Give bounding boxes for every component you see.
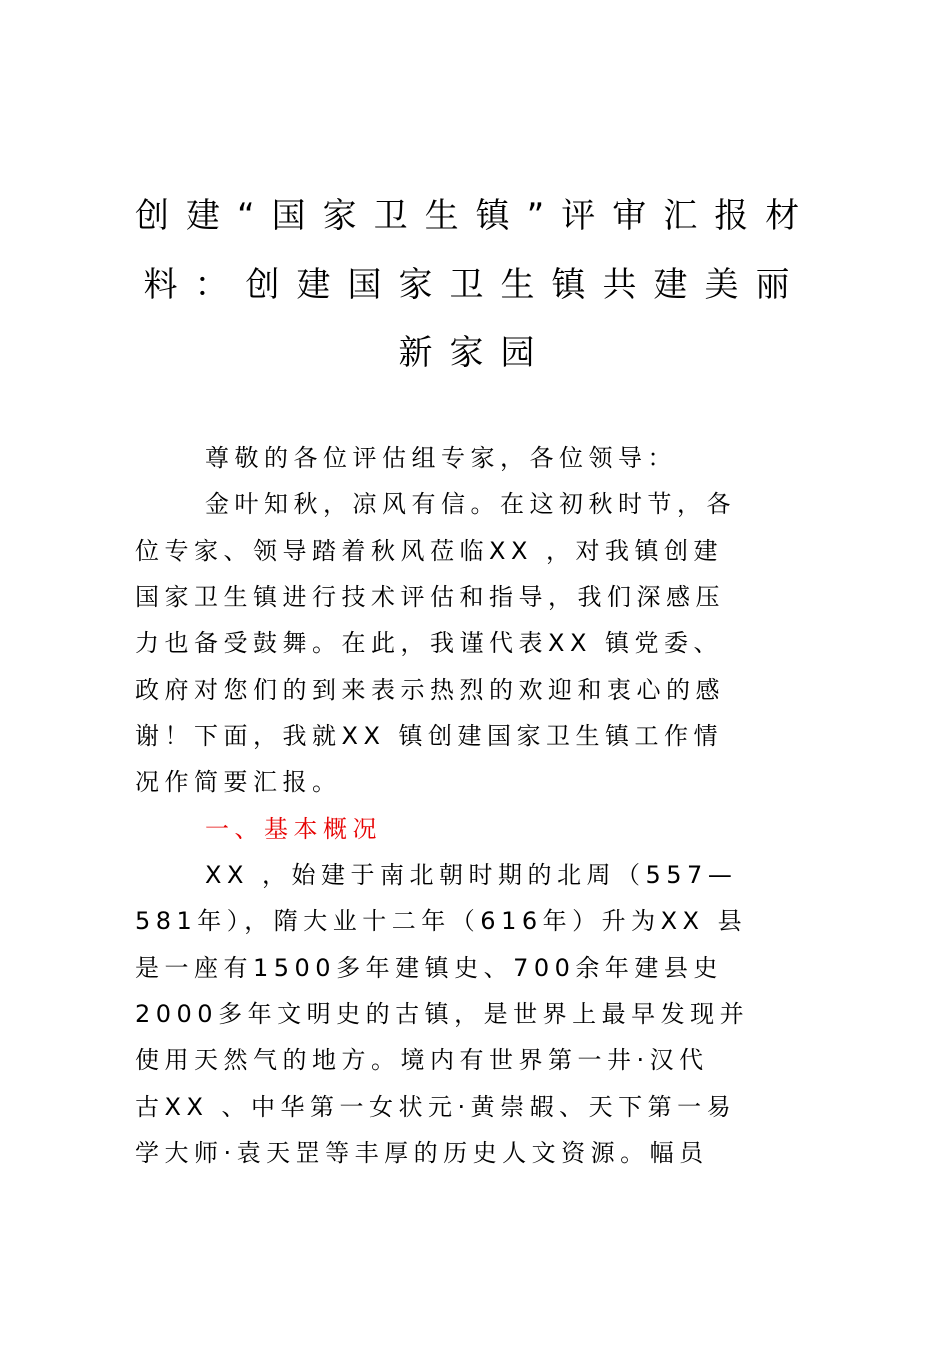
paragraph-2-line: 是一座有1500多年建镇史、700余年建县史	[135, 954, 723, 982]
paragraph-1-line: 谢！下面，我就XX 镇创建国家卫生镇工作情	[135, 722, 724, 750]
paragraph-2-line: 2000多年文明史的古镇，是世界上最早发现并	[135, 1000, 750, 1028]
paragraph-1-line: 金叶知秋，凉风有信。在这初秋时节，各	[205, 490, 736, 518]
paragraph-2-line: XX ，始建于南北朝时期的北周（557—	[205, 861, 738, 889]
paragraph-1-line: 国家卫生镇进行技术评估和指导，我们深感压	[135, 583, 725, 611]
paragraph-2-line: 581年），隋大业十二年（616年）升为XX 县	[135, 907, 748, 935]
paragraph-1-line: 政府对您们的到来表示热烈的欢迎和衷心的感	[135, 676, 725, 704]
document-title-line-1: 创建“国家卫生镇”评审汇报材	[135, 196, 817, 236]
document-title-line-2: 料：创建国家卫生镇共建美丽	[143, 265, 807, 305]
paragraph-2-line: 学大师·袁天罡等丰厚的历史人文资源。幅员	[135, 1139, 709, 1167]
paragraph-1-line: 况作简要汇报。	[135, 768, 342, 796]
section-heading-basic-overview: 一、基本概况	[205, 815, 382, 843]
greeting: 尊敬的各位评估组专家，各位领导：	[205, 444, 677, 472]
document-title-line-3: 新家园	[398, 333, 552, 373]
paragraph-1-line: 力也备受鼓舞。在此，我谨代表XX 镇党委、	[135, 629, 724, 657]
paragraph-1-line: 位专家、领导踏着秋风莅临XX ，对我镇创建	[135, 537, 724, 565]
paragraph-2-line: 古XX 、中华第一女状元·黄崇嘏、天下第一易	[135, 1093, 737, 1121]
paragraph-2-line: 使用天然气的地方。境内有世界第一井·汉代	[135, 1046, 709, 1074]
